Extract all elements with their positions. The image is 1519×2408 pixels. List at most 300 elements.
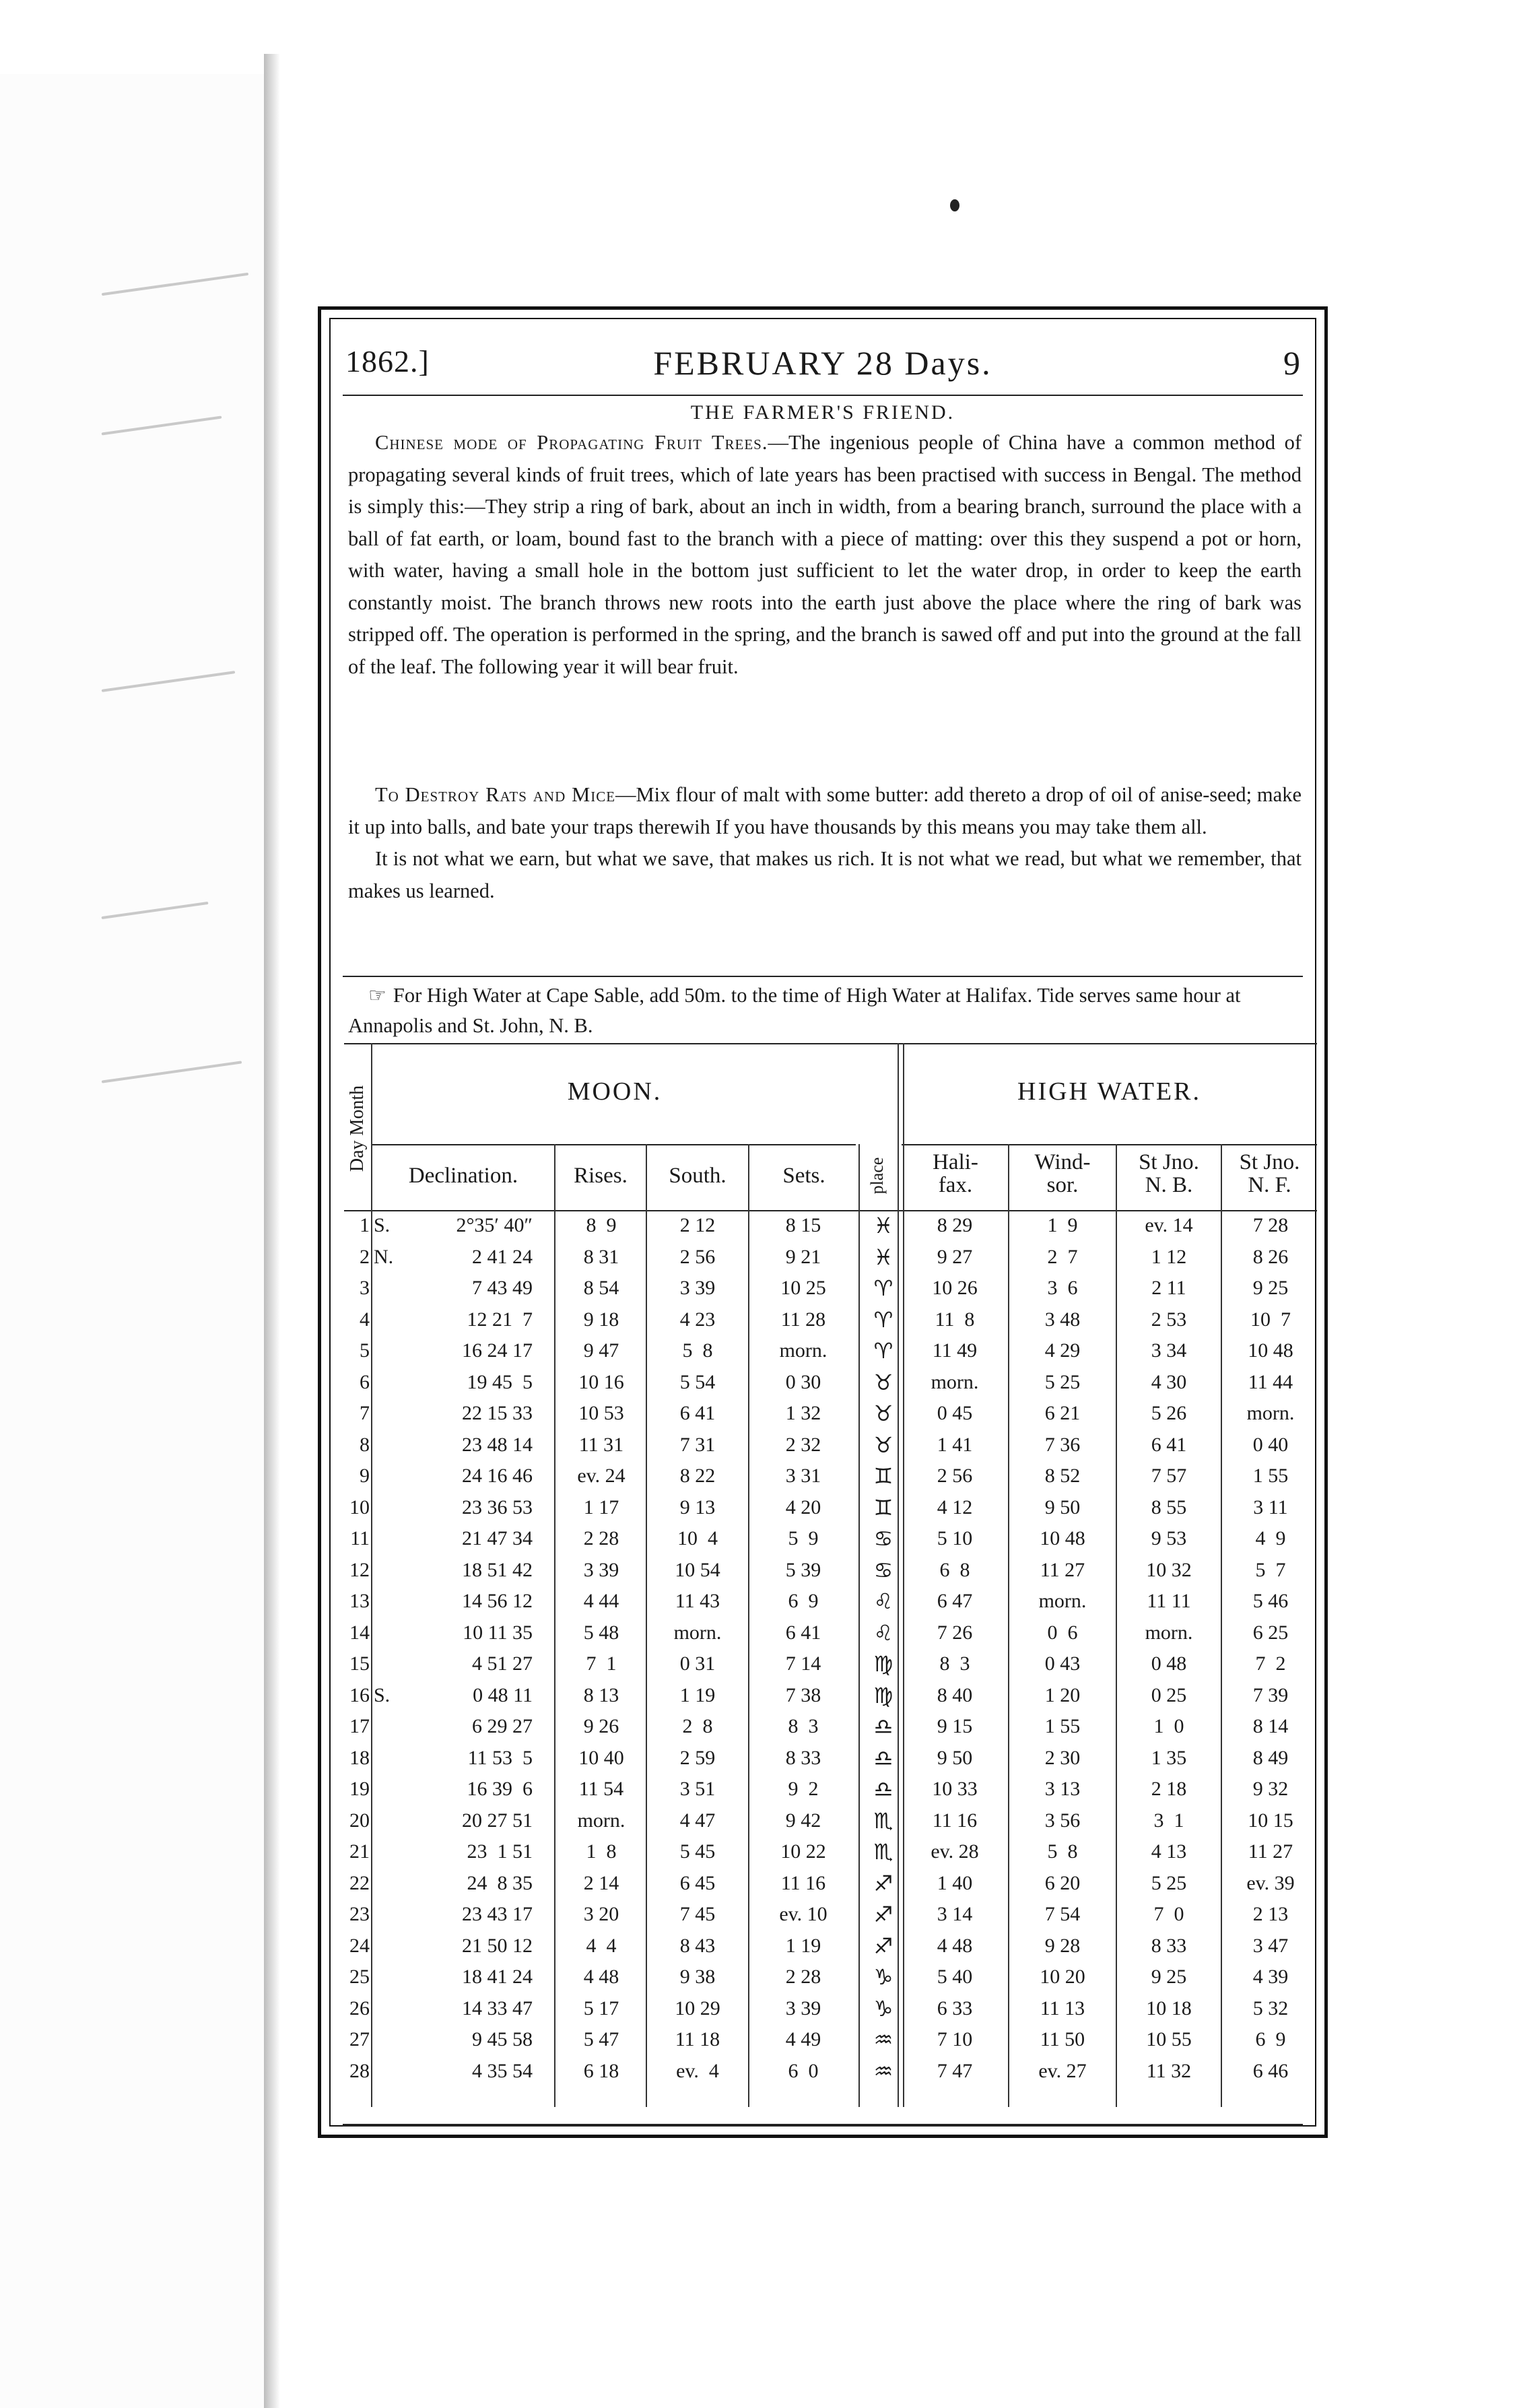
- halifax-cell: 8 40: [937, 1683, 973, 1706]
- stjohn-nf-cell: 6 9: [1255, 2028, 1286, 2050]
- sets-cell: 3 31: [785, 1465, 821, 1487]
- declination-cell: 23 48 14: [462, 1433, 533, 1456]
- day-cell: 25: [349, 1966, 370, 1988]
- zodiac-sign-cell: ♓: [873, 1213, 893, 1238]
- halifax-cell: 6 33: [937, 1997, 973, 2019]
- day-cell: 13: [349, 1590, 370, 1612]
- zodiac-sign-cell: ♉: [873, 1432, 893, 1458]
- sets-cell: 2 28: [785, 1966, 821, 1988]
- halifax-cell: 8 3: [939, 1652, 970, 1675]
- windsor-cell: 0 43: [1044, 1652, 1081, 1675]
- declination-cell: 24 16 46: [462, 1465, 533, 1487]
- south-cell: 8 43: [679, 1934, 716, 1957]
- stjohn-nb-cell: 2 11: [1151, 1277, 1186, 1299]
- sets-cell: 9 42: [785, 1809, 821, 1832]
- stjohn-nf-cell: 5 46: [1252, 1590, 1289, 1612]
- halifax-cell: 4 48: [937, 1934, 973, 1957]
- declination-cell: 18 41 24: [462, 1966, 533, 1988]
- halifax-cell: 0 45: [937, 1402, 973, 1424]
- declination-cell: 12 21 7: [467, 1308, 533, 1331]
- south-cell: 2 59: [679, 1746, 716, 1769]
- zodiac-sign-cell: ♉: [873, 1369, 893, 1395]
- day-cell: 28: [349, 2059, 370, 2082]
- south-cell: 7 45: [679, 1903, 716, 1925]
- south-cell: 10 4: [677, 1527, 718, 1549]
- halifax-cell: 10 33: [932, 1778, 978, 1800]
- south-cell: 11 43: [675, 1590, 720, 1612]
- stjohn-nb-cell: 11 32: [1146, 2059, 1192, 2082]
- windsor-cell: ev. 27: [1038, 2059, 1087, 2082]
- stjohn-nf-cell: 4 39: [1252, 1966, 1289, 1988]
- table-rule: [344, 1043, 1317, 1044]
- moon-tide-table: [344, 1043, 1317, 2107]
- south-cell: 8 22: [679, 1465, 716, 1487]
- windsor-cell: 6 20: [1044, 1871, 1081, 1894]
- rises-cell: 3 39: [583, 1558, 619, 1581]
- moon-header: MOON.: [567, 1077, 663, 1106]
- windsor-cell: 10 20: [1040, 1966, 1085, 1988]
- stjohn-nb-cell: 11 11: [1147, 1590, 1191, 1612]
- rises-cell: 9 47: [583, 1339, 619, 1362]
- day-cell: 14: [349, 1621, 370, 1644]
- rises-cell: 4 44: [583, 1590, 619, 1612]
- south-cell: 4 47: [679, 1809, 716, 1832]
- ink-spot: [950, 199, 959, 211]
- halifax-cell: 7 26: [937, 1621, 973, 1644]
- declination-cell: 9 45 58: [472, 2028, 533, 2050]
- zodiac-sign-cell: ♈: [873, 1338, 893, 1364]
- rises-cell: 9 18: [583, 1308, 619, 1331]
- halifax-cell: 11 8: [935, 1308, 975, 1331]
- table-row: [344, 1711, 1317, 1743]
- stjohn-nf-cell: ev. 39: [1246, 1871, 1295, 1894]
- zodiac-sign-cell: ♎: [873, 1745, 893, 1771]
- article-text: —Mix flour of malt with some butter: add thereto a drop of oil of anise-seed; make it up into balls, and bate your traps therewih If you have thousands by this means you may take them all.: [348, 783, 1302, 838]
- sets-cell: 10 25: [780, 1277, 826, 1299]
- declination-cell: 11 53 5: [467, 1746, 533, 1769]
- article-text: —The ingenious people of China have a common method of propagating several kinds of fruit trees, which of late years has been practised with success in Bengal. The method is simply this:—They strip a ring of bark, about an inch in width, from a bearing branch, surround the place with a ball of fat earth, or loam, bound fast to the branch with a piece of matting: over this they suspend a pot or horn, with water, having a small hole in the bottom just sufficient to let the water drop, in order to keep the earth constantly moist. The branch throws new roots into the earth just above the place where the ring of bark was stripped off. The operation is performed in the spring, and the branch is sawed off and put into the ground at the fall of the leaf. The following year it will bear fruit.: [348, 431, 1302, 678]
- stjohn-nb-cell: 10 32: [1146, 1558, 1192, 1581]
- bottom-rule: [343, 2124, 1303, 2127]
- table-rule: [902, 1144, 1317, 1145]
- rises-cell: 4 4: [586, 1934, 617, 1957]
- sets-cell: 1 19: [785, 1934, 821, 1957]
- zodiac-sign-cell: ♌: [873, 1619, 893, 1646]
- zodiac-sign-cell: ♈: [873, 1306, 893, 1333]
- sets-cell: 5 39: [785, 1558, 821, 1581]
- day-cell: 17: [349, 1715, 370, 1737]
- handwriting-mark: [102, 671, 236, 692]
- stjohn-nf-cell: 9 32: [1252, 1778, 1289, 1800]
- windsor-cell: 8 52: [1044, 1465, 1081, 1487]
- south-cell: 1 19: [679, 1683, 716, 1706]
- windsor-cell: 1 9: [1047, 1214, 1078, 1236]
- windsor-cell: 5 8: [1047, 1840, 1078, 1863]
- rises-cell: 8 13: [583, 1683, 619, 1706]
- sets-cell: 4 20: [785, 1496, 821, 1518]
- south-cell: 10 54: [675, 1558, 720, 1581]
- sets-cell: 9 2: [788, 1778, 819, 1800]
- day-cell: 4: [360, 1308, 370, 1331]
- windsor-cell: 2 30: [1044, 1746, 1081, 1769]
- stjohn-nf-cell: 5 32: [1252, 1997, 1289, 2019]
- sets-cell: 1 32: [785, 1402, 821, 1424]
- table-row: [344, 1899, 1317, 1931]
- windsor-cell: 2 7: [1047, 1245, 1078, 1268]
- halifax-cell: 9 15: [937, 1715, 973, 1737]
- col-south: South.: [669, 1164, 727, 1188]
- sets-cell: 10 22: [780, 1840, 826, 1863]
- rises-cell: 7 1: [586, 1652, 617, 1675]
- rises-cell: 5 47: [583, 2028, 619, 2050]
- table-row: [344, 1680, 1317, 1712]
- south-cell: 11 18: [675, 2028, 720, 2050]
- stjohn-nb-cell: 8 55: [1151, 1496, 1187, 1518]
- declination-cell: 18 51 42: [462, 1558, 533, 1581]
- halifax-cell: morn.: [931, 1370, 979, 1393]
- sets-cell: 3 39: [785, 1997, 821, 2019]
- stjohn-nf-cell: 7 2: [1255, 1652, 1286, 1675]
- rises-cell: 10 40: [578, 1746, 624, 1769]
- pointing-hand-icon: ☞: [368, 984, 386, 1007]
- zodiac-sign-cell: ♐: [873, 1870, 893, 1896]
- halifax-cell: ev. 28: [931, 1840, 979, 1863]
- tide-note: [348, 980, 1302, 1040]
- stjohn-nb-cell: 4 30: [1151, 1370, 1187, 1393]
- halifax-cell: 1 41: [937, 1433, 973, 1456]
- section-title: THE FARMER'S FRIEND.: [690, 401, 955, 424]
- sets-cell: 11 28: [780, 1308, 826, 1331]
- stjohn-nb-cell: 1 12: [1151, 1245, 1187, 1268]
- stjohn-nf-cell: 9 25: [1252, 1277, 1289, 1299]
- day-cell: 16: [349, 1683, 370, 1706]
- almanac-page-frame: [318, 306, 1328, 2138]
- stjohn-nb-cell: 4 13: [1151, 1840, 1187, 1863]
- windsor-cell: 11 27: [1040, 1558, 1085, 1581]
- article-rats: [348, 779, 1302, 907]
- col-windsor: Wind- sor.: [1034, 1150, 1091, 1197]
- south-cell: 6 45: [679, 1871, 716, 1894]
- day-cell: 3: [360, 1277, 370, 1299]
- windsor-cell: 7 54: [1044, 1903, 1081, 1925]
- south-cell: 10 29: [675, 1997, 720, 2019]
- stjohn-nb-cell: 1 35: [1151, 1746, 1187, 1769]
- col-halifax: Hali- fax.: [933, 1150, 978, 1197]
- table-row: [344, 1430, 1317, 1461]
- page-header: [345, 343, 1300, 391]
- stjohn-nb-cell: 9 25: [1151, 1966, 1187, 1988]
- south-cell: 2 12: [679, 1214, 716, 1236]
- table-row: [344, 2056, 1317, 2087]
- windsor-cell: 4 29: [1044, 1339, 1081, 1362]
- sets-cell: 8 3: [788, 1715, 819, 1737]
- south-cell: 2 56: [679, 1245, 716, 1268]
- table-row: [344, 1586, 1317, 1617]
- zodiac-sign-cell: ♊: [873, 1463, 893, 1489]
- south-cell: 5 54: [679, 1370, 716, 1393]
- windsor-cell: 9 50: [1044, 1496, 1081, 1518]
- zodiac-sign-cell: ♈: [873, 1275, 893, 1301]
- col-day-month: Day Month: [347, 1085, 368, 1172]
- day-cell: 27: [349, 2028, 370, 2050]
- rises-cell: 10 53: [578, 1402, 624, 1424]
- stjohn-nf-cell: 3 47: [1252, 1934, 1289, 1957]
- day-cell: 24: [349, 1934, 370, 1957]
- declination-cell: 6 29 27: [472, 1715, 533, 1737]
- day-cell: 10: [349, 1496, 370, 1518]
- col-rises: Rises.: [574, 1164, 628, 1188]
- sets-cell: 11 16: [780, 1871, 826, 1894]
- stjohn-nb-cell: 3 1: [1153, 1809, 1184, 1832]
- high-water-header: HIGH WATER.: [1017, 1077, 1201, 1106]
- handwriting-mark: [102, 1061, 242, 1083]
- south-cell: ev. 4: [676, 2059, 719, 2082]
- stjohn-nf-cell: 1 55: [1252, 1465, 1289, 1487]
- sets-cell: 6 41: [785, 1621, 821, 1644]
- rises-cell: 1 8: [586, 1840, 617, 1863]
- stjohn-nf-cell: 11 27: [1248, 1840, 1293, 1863]
- stjohn-nf-cell: 5 7: [1255, 1558, 1286, 1581]
- halifax-cell: 9 27: [937, 1245, 973, 1268]
- declination-cell: 14 56 12: [462, 1590, 533, 1612]
- zodiac-sign-cell: ♎: [873, 1776, 893, 1802]
- zodiac-sign-cell: ♌: [873, 1588, 893, 1614]
- halifax-cell: 7 10: [937, 2028, 973, 2050]
- table-row: [344, 1367, 1317, 1399]
- declination-cell: 2°35′ 40″: [456, 1214, 533, 1236]
- almanac-inner-border: [329, 318, 1316, 2127]
- handwriting-mark: [102, 902, 209, 919]
- stjohn-nb-cell: 10 55: [1146, 2028, 1192, 2050]
- stjohn-nf-cell: 6 25: [1252, 1621, 1289, 1644]
- sets-cell: ev. 10: [779, 1903, 828, 1925]
- windsor-cell: 3 56: [1044, 1809, 1081, 1832]
- stjohn-nb-cell: 2 53: [1151, 1308, 1187, 1331]
- table-row: [344, 1774, 1317, 1805]
- stjohn-nb-cell: 8 33: [1151, 1934, 1187, 1957]
- handwriting-mark: [102, 415, 222, 435]
- sets-cell: 6 9: [788, 1590, 819, 1612]
- sets-cell: 4 49: [785, 2028, 821, 2050]
- declination-cell: 4 51 27: [472, 1652, 533, 1675]
- day-cell: 19: [349, 1778, 370, 1800]
- halifax-cell: 4 12: [937, 1496, 973, 1518]
- day-cell: 6: [360, 1370, 370, 1393]
- windsor-cell: 1 20: [1044, 1683, 1081, 1706]
- hemisphere-cell: N.: [374, 1245, 394, 1268]
- rises-cell: 1 17: [583, 1496, 619, 1518]
- stjohn-nf-cell: 8 26: [1252, 1245, 1289, 1268]
- sets-cell: 0 30: [785, 1370, 821, 1393]
- south-cell: 0 31: [679, 1652, 716, 1675]
- day-cell: 12: [349, 1558, 370, 1581]
- zodiac-sign-cell: ♓: [873, 1244, 893, 1270]
- stjohn-nf-cell: 4 9: [1255, 1527, 1286, 1549]
- stjohn-nf-cell: 7 39: [1252, 1683, 1289, 1706]
- rises-cell: 9 26: [583, 1715, 619, 1737]
- halifax-cell: 2 56: [937, 1465, 973, 1487]
- sets-cell: 6 0: [788, 2059, 819, 2082]
- article-paragraph: [348, 779, 1302, 843]
- handwriting-mark: [102, 273, 248, 296]
- day-cell: 11: [350, 1527, 370, 1549]
- windsor-cell: 3 48: [1044, 1308, 1081, 1331]
- rises-cell: 6 18: [583, 2059, 619, 2082]
- declination-cell: 4 35 54: [472, 2059, 533, 2082]
- zodiac-sign-cell: ♉: [873, 1401, 893, 1426]
- maxim-text: It is not what we earn, but what we save, that makes us rich. It is not what we read, but what we remember, that makes us learned.: [348, 847, 1302, 902]
- rises-cell: 2 28: [583, 1527, 619, 1549]
- windsor-cell: 11 13: [1040, 1997, 1085, 2019]
- stjohn-nf-cell: 0 40: [1252, 1433, 1289, 1456]
- windsor-cell: 10 48: [1040, 1527, 1085, 1549]
- zodiac-sign-cell: ♏: [873, 1807, 893, 1834]
- south-cell: morn.: [673, 1621, 722, 1644]
- zodiac-sign-cell: ♏: [873, 1839, 893, 1865]
- col-sets: Sets.: [782, 1164, 825, 1188]
- declination-cell: 20 27 51: [462, 1809, 533, 1832]
- halifax-cell: 11 16: [932, 1809, 978, 1832]
- article-heading: Chinese mode of Propagating Fruit Trees.: [375, 431, 768, 454]
- table-row: [344, 1304, 1317, 1336]
- stjohn-nf-cell: 10 15: [1248, 1809, 1293, 1832]
- table-row: [344, 1492, 1317, 1524]
- day-cell: 23: [349, 1903, 370, 1925]
- south-cell: 5 8: [682, 1339, 713, 1362]
- declination-cell: 16 39 6: [467, 1778, 533, 1800]
- article-paragraph: [348, 427, 1302, 683]
- stjohn-nb-cell: 3 34: [1151, 1339, 1187, 1362]
- zodiac-sign-cell: ♑: [873, 1995, 893, 2021]
- sets-cell: 8 15: [785, 1214, 821, 1236]
- stjohn-nb-cell: 7 57: [1151, 1465, 1187, 1487]
- table-row: [344, 2024, 1317, 2056]
- day-cell: 9: [360, 1465, 370, 1487]
- south-cell: 4 23: [679, 1308, 716, 1331]
- table-rule: [372, 1144, 856, 1145]
- table-row: [344, 1523, 1317, 1555]
- declination-cell: 2 41 24: [472, 1245, 533, 1268]
- article-propagating: [348, 427, 1302, 683]
- zodiac-sign-cell: ♍: [873, 1651, 893, 1677]
- south-cell: 5 45: [679, 1840, 716, 1863]
- windsor-cell: 11 50: [1040, 2028, 1085, 2050]
- sets-cell: 8 33: [785, 1746, 821, 1769]
- sets-cell: 9 21: [785, 1245, 821, 1268]
- day-cell: 2: [360, 1245, 370, 1268]
- col-declination: Declination.: [408, 1164, 518, 1188]
- windsor-cell: 0 6: [1047, 1621, 1078, 1644]
- zodiac-sign-cell: ♒: [873, 2058, 893, 2084]
- declination-cell: 22 15 33: [462, 1402, 533, 1424]
- stjohn-nb-cell: 1 0: [1153, 1715, 1184, 1737]
- stjohn-nb-cell: morn.: [1145, 1621, 1193, 1644]
- declination-cell: 10 11 35: [463, 1621, 533, 1644]
- stjohn-nb-cell: 5 25: [1151, 1871, 1187, 1894]
- windsor-cell: 7 36: [1044, 1433, 1081, 1456]
- rises-cell: 2 14: [583, 1871, 619, 1894]
- stjohn-nf-cell: 10 7: [1250, 1308, 1291, 1331]
- declination-cell: 21 47 34: [462, 1527, 533, 1549]
- article-heading: To Destroy Rats and Mice: [375, 783, 616, 806]
- zodiac-sign-cell: ♎: [873, 1714, 893, 1739]
- table-row: [344, 1335, 1317, 1367]
- rises-cell: 8 54: [583, 1277, 619, 1299]
- halifax-cell: 6 8: [939, 1558, 970, 1581]
- day-cell: 26: [349, 1997, 370, 2019]
- declination-cell: 19 45 5: [467, 1370, 533, 1393]
- page-number: 9: [1283, 344, 1300, 382]
- rises-cell: 5 48: [583, 1621, 619, 1644]
- table-row: [344, 1273, 1317, 1304]
- south-cell: 3 39: [679, 1277, 716, 1299]
- halifax-cell: 7 47: [937, 2059, 973, 2082]
- stjohn-nb-cell: 5 26: [1151, 1402, 1187, 1424]
- stjohn-nf-cell: 11 44: [1248, 1370, 1293, 1393]
- stjohn-nb-cell: 2 18: [1151, 1778, 1187, 1800]
- south-cell: 9 13: [679, 1496, 716, 1518]
- declination-cell: 16 24 17: [462, 1339, 533, 1362]
- halifax-cell: 8 29: [937, 1214, 973, 1236]
- stjohn-nf-cell: 8 14: [1252, 1715, 1289, 1737]
- declination-cell: 14 33 47: [462, 1997, 533, 2019]
- table-row: [344, 1868, 1317, 1900]
- header-rule: [343, 395, 1303, 396]
- table-row: [344, 1931, 1317, 1962]
- zodiac-sign-cell: ♍: [873, 1682, 893, 1708]
- zodiac-sign-cell: ♋: [873, 1557, 893, 1583]
- rises-cell: 4 48: [583, 1966, 619, 1988]
- table-row: [344, 1743, 1317, 1774]
- table-row: [344, 1242, 1317, 1273]
- stjohn-nb-cell: 7 0: [1153, 1903, 1184, 1925]
- stjohn-nf-cell: 7 28: [1252, 1214, 1289, 1236]
- col-stjohn-nf: St Jno. N. F.: [1239, 1150, 1300, 1197]
- zodiac-sign-cell: ♑: [873, 1964, 893, 1990]
- halifax-cell: 9 50: [937, 1746, 973, 1769]
- table-row: [344, 1648, 1317, 1680]
- halifax-cell: 1 40: [937, 1871, 973, 1894]
- stjohn-nf-cell: 6 46: [1252, 2059, 1289, 2082]
- south-cell: 9 38: [679, 1966, 716, 1988]
- stjohn-nb-cell: 6 41: [1151, 1433, 1187, 1456]
- windsor-cell: 1 55: [1044, 1715, 1081, 1737]
- declination-cell: 21 50 12: [462, 1934, 533, 1957]
- windsor-cell: 3 6: [1047, 1277, 1078, 1299]
- rises-cell: 8 9: [586, 1214, 617, 1236]
- stjohn-nb-cell: 0 48: [1151, 1652, 1187, 1675]
- halifax-cell: 10 26: [932, 1277, 978, 1299]
- day-cell: 20: [349, 1809, 370, 1832]
- rises-cell: 10 16: [578, 1370, 624, 1393]
- halifax-cell: 11 49: [932, 1339, 978, 1362]
- stjohn-nb-cell: 10 18: [1146, 1997, 1192, 2019]
- table-row: [344, 1962, 1317, 1993]
- zodiac-sign-cell: ♐: [873, 1902, 893, 1927]
- day-cell: 21: [349, 1840, 370, 1863]
- tide-rule: [343, 976, 1303, 977]
- declination-cell: 24 8 35: [467, 1871, 533, 1894]
- month-title: FEBRUARY 28 Days.: [653, 344, 992, 382]
- south-cell: 7 31: [679, 1433, 716, 1456]
- table-row: [344, 1993, 1317, 2025]
- table-row: [344, 1210, 1317, 1242]
- page-gutter: [264, 54, 280, 2408]
- zodiac-sign-cell: ♐: [873, 1933, 893, 1959]
- table-row: [344, 1555, 1317, 1586]
- stjohn-nb-cell: 0 25: [1151, 1683, 1187, 1706]
- windsor-cell: 5 25: [1044, 1370, 1081, 1393]
